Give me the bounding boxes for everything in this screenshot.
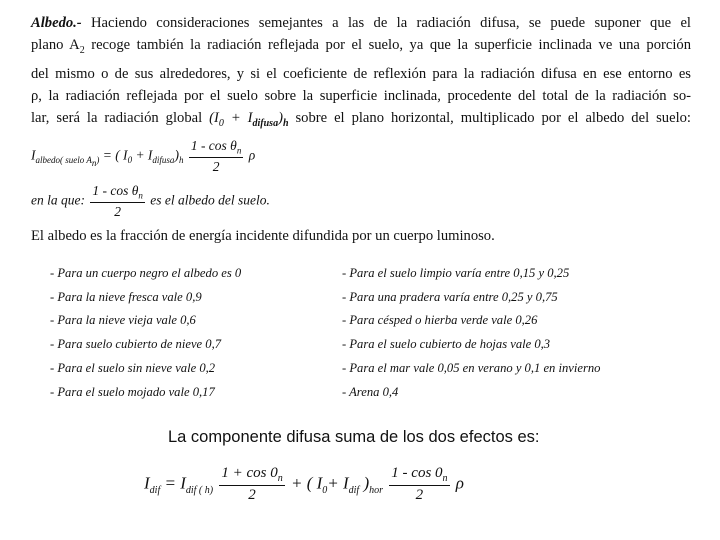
paragraph-line-3: del mismo o de sus alrededores, y si el coeficiente de reflexión para la radiación difusa en ese entorno es bbox=[31, 65, 691, 82]
list-item: - Para un cuerpo negro el albedo es 0 bbox=[50, 266, 242, 280]
list-item: - Para el suelo cubierto de hojas vale 0,3 bbox=[342, 337, 551, 352]
list-item: - Para césped o hierba verde vale 0,26 bbox=[342, 313, 538, 328]
list-item: - Para el suelo limpio varía entre 0,15 y 0,25 bbox=[342, 266, 570, 280]
albedo-values-left bbox=[50, 262, 241, 404]
paragraph-line-5: lar, será la radiación global $(I_0 + I_{difusa})_h$ sobre el plano horizontal, multiplicado por el albedo del suelo: bbox=[31, 110, 691, 129]
section-title: Albedo.- bbox=[31, 15, 82, 31]
paragraph-line-2: plano $A_2$ recoge también la radiación reflejada por el suelo, ya que la superficie inclinada ve una porción bbox=[31, 37, 691, 57]
list-item: - Para la nieve fresca vale 0,9 bbox=[50, 289, 202, 304]
albedo-definition: El albedo es la fracción de energía incidente difundida por un cuerpo luminoso. bbox=[31, 228, 495, 244]
albedo-equation: $I_{albedo( suelo A_n)}$ = ( $I_0 + I_{difusa})_h$ $\frac{1 - \cos \theta_n}{2}$ ρ bbox=[31, 138, 256, 174]
list-item: - Para suelo cubierto de nieve 0,7 bbox=[50, 337, 222, 352]
paragraph-line-4: ρ, la radiación reflejada por el suelo sobre la superficie inclinada, procedente del total de la radiación so- bbox=[31, 87, 691, 104]
diffuse-component-equation: $I_{dif} = I_{dif ( h)}$ $\frac{1 + \cos 0_n}{2}$ + ( $I_0+ I_{dif}$ )$_{hor}$ $\frac{1 - \cos 0_n}{2}$ ρ bbox=[144, 465, 464, 503]
list-item: - Para una pradera varía entre 0,25 y 0,75 bbox=[342, 289, 558, 304]
summary-heading: La componente difusa suma de los dos efectos es: bbox=[168, 428, 540, 446]
list-item: - Para la nieve vieja vale 0,6 bbox=[50, 313, 196, 328]
albedo-paragraph bbox=[31, 12, 691, 135]
list-item: - Para el suelo mojado vale 0,17 bbox=[50, 384, 215, 399]
cos-fraction-1: $\frac{1 + \cos 0_n}{2}$ bbox=[221, 465, 283, 503]
cos-fraction: $\frac{1 - \cos \theta_n}{2}$ bbox=[92, 183, 143, 219]
list-item: - Para el mar vale 0,05 en verano y 0,1 en invierno bbox=[342, 360, 601, 375]
list-item: - Para el suelo sin nieve vale 0,2 bbox=[50, 360, 216, 375]
cos-fraction: $\frac{1 - \cos \theta_n}{2}$ bbox=[190, 138, 242, 174]
paragraph-line-1: Haciendo consideraciones semejantes a las de la radiación difusa, se puede suponer que el bbox=[81, 15, 691, 31]
albedo-values-right bbox=[342, 262, 600, 404]
list-item: - Arena 0,4 bbox=[342, 384, 399, 399]
cos-fraction-2: $\frac{1 - \cos 0_n}{2}$ bbox=[391, 465, 448, 503]
albedo-definition-equation: en la que: $\frac{1 - \cos \theta_n}{2}$ es el albedo del suelo. bbox=[31, 183, 270, 219]
